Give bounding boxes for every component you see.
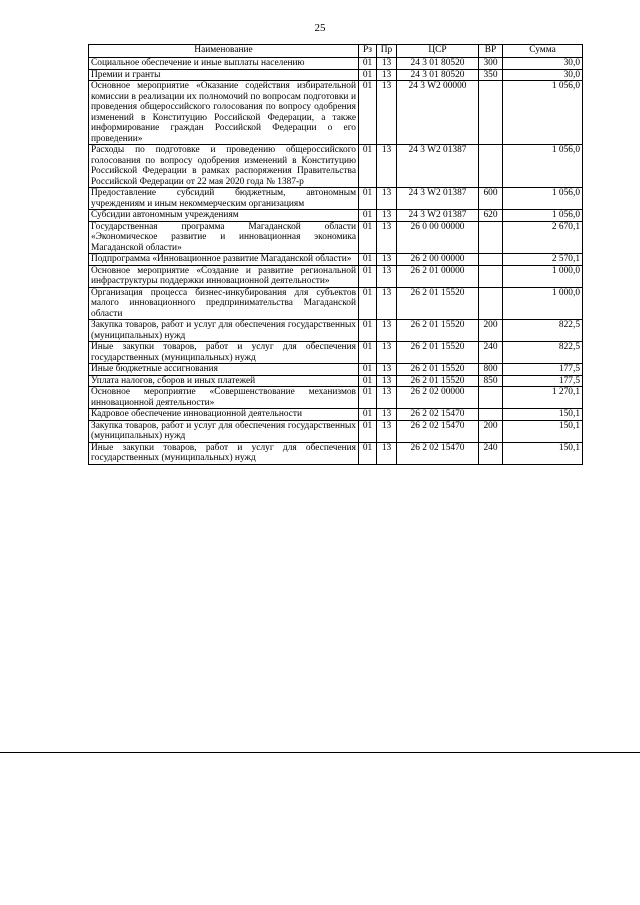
table-row — [89, 364, 583, 376]
cell-sum: 1 056,0 — [503, 145, 583, 188]
cell-pr: 13 — [377, 81, 397, 145]
cell-name: Уплата налогов, сборов и иных платежей — [89, 375, 359, 387]
cell-csr: 24 3 W2 00000 — [397, 81, 479, 145]
cell-pr: 13 — [377, 364, 397, 376]
cell-sum: 822,5 — [503, 320, 583, 342]
cell-rz: 01 — [359, 221, 377, 254]
cell-sum: 1 056,0 — [503, 210, 583, 222]
table-row — [89, 409, 583, 421]
cell-vr — [479, 81, 503, 145]
cell-pr: 13 — [377, 342, 397, 364]
cell-pr: 13 — [377, 287, 397, 320]
table-row — [89, 188, 583, 210]
cell-csr: 26 2 01 15520 — [397, 342, 479, 364]
table-row — [89, 420, 583, 442]
cell-csr: 26 2 01 15520 — [397, 287, 479, 320]
cell-rz: 01 — [359, 364, 377, 376]
cell-rz: 01 — [359, 58, 377, 70]
cell-vr: 200 — [479, 320, 503, 342]
cell-rz: 01 — [359, 420, 377, 442]
bottom-divider — [0, 752, 640, 753]
cell-name: Предоставление субсидий бюджетным, автономным учреждениям и иным некоммерческим организациям — [89, 188, 359, 210]
cell-sum: 1 270,1 — [503, 387, 583, 409]
cell-name: Основное мероприятие «Совершенствование механизмов инновационной деятельности» — [89, 387, 359, 409]
cell-csr: 24 3 W2 01387 — [397, 188, 479, 210]
cell-vr: 600 — [479, 188, 503, 210]
table-body — [89, 58, 583, 465]
cell-csr: 26 2 02 15470 — [397, 442, 479, 464]
cell-rz: 01 — [359, 188, 377, 210]
table-row — [89, 320, 583, 342]
cell-sum: 150,1 — [503, 409, 583, 421]
cell-pr: 13 — [377, 69, 397, 81]
cell-name: Закупка товаров, работ и услуг для обеспечения государственных (муниципальных) нужд — [89, 420, 359, 442]
table-row — [89, 254, 583, 266]
table-row — [89, 210, 583, 222]
cell-vr — [479, 254, 503, 266]
cell-sum: 822,5 — [503, 342, 583, 364]
table-header-row — [89, 45, 583, 58]
cell-rz: 01 — [359, 320, 377, 342]
cell-rz: 01 — [359, 375, 377, 387]
cell-pr: 13 — [377, 409, 397, 421]
cell-name: Закупка товаров, работ и услуг для обеспечения государственных (муниципальных) нужд — [89, 320, 359, 342]
cell-rz: 01 — [359, 145, 377, 188]
cell-csr: 24 3 W2 01387 — [397, 210, 479, 222]
cell-rz: 01 — [359, 342, 377, 364]
cell-vr — [479, 409, 503, 421]
cell-csr: 24 3 01 80520 — [397, 69, 479, 81]
cell-csr: 26 2 02 15470 — [397, 409, 479, 421]
table-row — [89, 221, 583, 254]
cell-name: Субсидии автономным учреждениям — [89, 210, 359, 222]
cell-csr: 26 2 02 15470 — [397, 420, 479, 442]
cell-name: Иные закупки товаров, работ и услуг для обеспечения государственных (муниципальных) нужд — [89, 342, 359, 364]
cell-sum: 30,0 — [503, 69, 583, 81]
cell-name: Иные закупки товаров, работ и услуг для обеспечения государственных (муниципальных) нужд — [89, 442, 359, 464]
cell-name: Государственная программа Магаданской области «Экономическое развитие и инновационная экономика Магаданской области» — [89, 221, 359, 254]
cell-vr: 240 — [479, 442, 503, 464]
cell-rz: 01 — [359, 387, 377, 409]
cell-vr: 620 — [479, 210, 503, 222]
cell-pr: 13 — [377, 188, 397, 210]
table-row — [89, 375, 583, 387]
cell-name: Социальное обеспечение и иные выплаты населению — [89, 58, 359, 70]
cell-name: Расходы по подготовке и проведению общероссийского голосования по вопросу одобрения изменений в Конституцию Российской Федерации в рамках распоряжения Правительства Российской Федерации от 22 мая 2020 года № 1387-р — [89, 145, 359, 188]
cell-name: Премии и гранты — [89, 69, 359, 81]
cell-sum: 1 056,0 — [503, 81, 583, 145]
cell-vr — [479, 265, 503, 287]
cell-name: Организация процесса бизнес-инкубирования для субъектов малого инновационного предпринимательства Магаданской области — [89, 287, 359, 320]
cell-vr: 850 — [479, 375, 503, 387]
table-row — [89, 145, 583, 188]
table-row — [89, 265, 583, 287]
cell-pr: 13 — [377, 254, 397, 266]
cell-pr: 13 — [377, 58, 397, 70]
cell-sum: 150,1 — [503, 442, 583, 464]
cell-vr: 200 — [479, 420, 503, 442]
cell-rz: 01 — [359, 265, 377, 287]
cell-vr: 350 — [479, 69, 503, 81]
cell-csr: 26 2 01 15520 — [397, 375, 479, 387]
table-row — [89, 387, 583, 409]
cell-sum: 2 670,1 — [503, 221, 583, 254]
cell-rz: 01 — [359, 254, 377, 266]
cell-sum: 177,5 — [503, 364, 583, 376]
cell-pr: 13 — [377, 320, 397, 342]
header-vr: ВР — [479, 45, 503, 58]
cell-name: Основное мероприятие «Создание и развитие региональной инфраструктуры поддержки инновационной деятельности» — [89, 265, 359, 287]
cell-name: Кадровое обеспечение инновационной деятельности — [89, 409, 359, 421]
cell-pr: 13 — [377, 387, 397, 409]
cell-csr: 26 0 00 00000 — [397, 221, 479, 254]
cell-vr — [479, 145, 503, 188]
header-rz: Рз — [359, 45, 377, 58]
cell-sum: 2 570,1 — [503, 254, 583, 266]
header-name: Наименование — [89, 45, 359, 58]
cell-sum: 1 000,0 — [503, 287, 583, 320]
cell-name: Подпрограмма «Инновационное развитие Магаданской области» — [89, 254, 359, 266]
cell-rz: 01 — [359, 210, 377, 222]
cell-vr — [479, 221, 503, 254]
cell-name: Иные бюджетные ассигнования — [89, 364, 359, 376]
cell-rz: 01 — [359, 442, 377, 464]
cell-csr: 26 2 02 00000 — [397, 387, 479, 409]
table-row — [89, 287, 583, 320]
cell-sum: 1 000,0 — [503, 265, 583, 287]
cell-rz: 01 — [359, 409, 377, 421]
cell-rz: 01 — [359, 287, 377, 320]
cell-rz: 01 — [359, 81, 377, 145]
cell-csr: 24 3 01 80520 — [397, 58, 479, 70]
page-number: 25 — [314, 22, 326, 34]
table-row — [89, 69, 583, 81]
cell-name: Основное мероприятие «Оказание содействия избирательной комиссии в реализации их полномочий по вопросам подготовки и проведения общероссийского голосования по вопросу одобрения изменений в Конституцию Российской Федерации, а также информирование граждан Российской Федерации о его проведении» — [89, 81, 359, 145]
cell-pr: 13 — [377, 265, 397, 287]
cell-csr: 26 2 00 00000 — [397, 254, 479, 266]
cell-sum: 1 056,0 — [503, 188, 583, 210]
cell-vr — [479, 287, 503, 320]
cell-pr: 13 — [377, 420, 397, 442]
cell-pr: 13 — [377, 210, 397, 222]
cell-pr: 13 — [377, 221, 397, 254]
cell-pr: 13 — [377, 145, 397, 188]
table-row — [89, 442, 583, 464]
cell-csr: 24 3 W2 01387 — [397, 145, 479, 188]
cell-vr: 300 — [479, 58, 503, 70]
budget-table — [88, 44, 583, 465]
cell-rz: 01 — [359, 69, 377, 81]
cell-sum: 30,0 — [503, 58, 583, 70]
cell-csr: 26 2 01 15520 — [397, 320, 479, 342]
header-csr: ЦСР — [397, 45, 479, 58]
header-sum: Сумма — [503, 45, 583, 58]
header-pr: Пр — [377, 45, 397, 58]
table-row — [89, 342, 583, 364]
cell-csr: 26 2 01 15520 — [397, 364, 479, 376]
cell-vr: 240 — [479, 342, 503, 364]
table-row — [89, 58, 583, 70]
cell-pr: 13 — [377, 375, 397, 387]
cell-sum: 150,1 — [503, 420, 583, 442]
cell-vr — [479, 387, 503, 409]
cell-vr: 800 — [479, 364, 503, 376]
cell-sum: 177,5 — [503, 375, 583, 387]
cell-csr: 26 2 01 00000 — [397, 265, 479, 287]
cell-pr: 13 — [377, 442, 397, 464]
table-row — [89, 81, 583, 145]
